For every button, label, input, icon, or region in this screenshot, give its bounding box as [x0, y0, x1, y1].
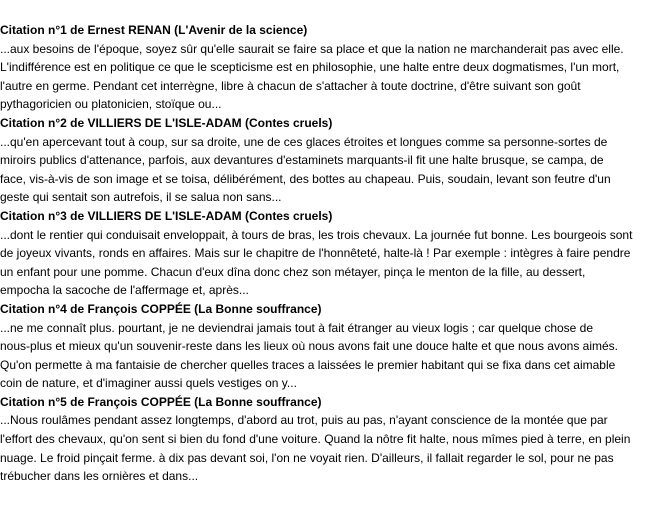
citation-text-line: pythagoricien ou platonicien, stoïque ou... — [0, 97, 222, 112]
citation-title: Citation n°5 de François COPPÉE (La Bonne souffrance) — [0, 394, 322, 409]
citation-text-line: trébucher dans les ornières et dans... — [0, 469, 199, 484]
citation-title: Citation n°1 de Ernest RENAN (L'Avenir de la science) — [0, 23, 308, 37]
citation-text-line: ...Nous roulâmes pendant assez longtemps, d'abord au trot, puis au pas, n'ayant conscience de la montée que par — [0, 413, 608, 428]
citation-text-line: l'effort des chevaux, qu'on sent si bien du fond d'une voiture. Quand la nôtre fit halte, nous mîmes pied à terre, en plein — [0, 432, 631, 447]
citation-text-line: ...aux besoins de l'époque, soyez sûr qu'elle saurait se faire sa place et que la nation ne marchanderait pas avec elle. — [0, 41, 624, 56]
citation-text-line: l'autre en germe. Pendant cet interrègne, libre à chacun de s'attacher à toute doctrine, d'être suivant son goût — [0, 78, 581, 93]
citation-text-line: L'indifférence est en politique ce que le scepticisme est en philosophie, une halte entre deux dogmatismes, l'un mort, — [0, 60, 620, 75]
citation-title: Citation n°4 de François COPPÉE (La Bonne souffrance) — [0, 301, 322, 316]
citation-text-line: nous-plus et mieux qu'un souvenir-reste dans les lieux où nous avons fait une douce halte et que nous avons aimés. — [0, 339, 619, 354]
citation-text-line: de joyeux vivants, ronds en affaires. Mais sur le chapitre de l'honnêteté, halte-là ! Par exemple : intègres à faire pendre — [0, 246, 631, 261]
citation-3 — [0, 207, 650, 300]
citation-4 — [0, 300, 650, 393]
citation-2 — [0, 114, 650, 207]
citation-title: Citation n°2 de VILLIERS DE L'ISLE-ADAM (Contes cruels) — [0, 115, 333, 130]
citation-text-line: miroirs publics d'attenance, parfois, aux devantures d'estaminets marquants-il fit une halte brusque, se campa, de — [0, 153, 604, 168]
citation-text-line: Qu'on permette à ma fantaisie de chercher quelles traces a laissées le premier habitant qui se fixa dans cet aimable — [0, 357, 616, 372]
citation-text-line: un enfant pour une pomme. Chacun d'eux dîna donc chez son métayer, pinça le menton de la fille, au dessert, — [0, 264, 586, 279]
citation-title: Citation n°3 de VILLIERS DE L'ISLE-ADAM (Contes cruels) — [0, 208, 333, 223]
citation-text-line: empocha la sacoche de l'affermage et, après... — [0, 283, 249, 298]
citation-1 — [0, 21, 650, 114]
citation-text-line: ...ne me connaît plus. pourtant, je ne deviendrai jamais tout à fait étranger au vieux logis ; car quelque chose de — [0, 320, 594, 335]
citation-text-line: ...qu'en apercevant tout à coup, sur sa droite, une de ces glaces étroites et longues comme sa personne-sortes de — [0, 134, 608, 149]
citation-text-line: ...dont le rentier qui conduisait enveloppait, à tours de bras, les trois chevaux. La journée fut bonne. Les bourgeois sont — [0, 227, 633, 242]
citation-text-line: geste qui sentait son autrefois, il se salua non sans... — [0, 190, 282, 205]
citation-text-line: face, vis-à-vis de son image et se toisa, délibérément, des bottes au chapeau. Puis, soudain, levant son feutre d'un — [0, 171, 611, 186]
citation-text-line: coin de nature, et d'imaginer aussi quels vestiges on y... — [0, 376, 297, 391]
citation-5 — [0, 393, 650, 486]
citation-list — [0, 21, 650, 486]
citation-text-line: nuage. Le froid pinçait ferme. à dix pas devant soi, l'on ne voyait rien. D'ailleurs, il fallait regarder le sol, pour ne pas — [0, 450, 614, 465]
